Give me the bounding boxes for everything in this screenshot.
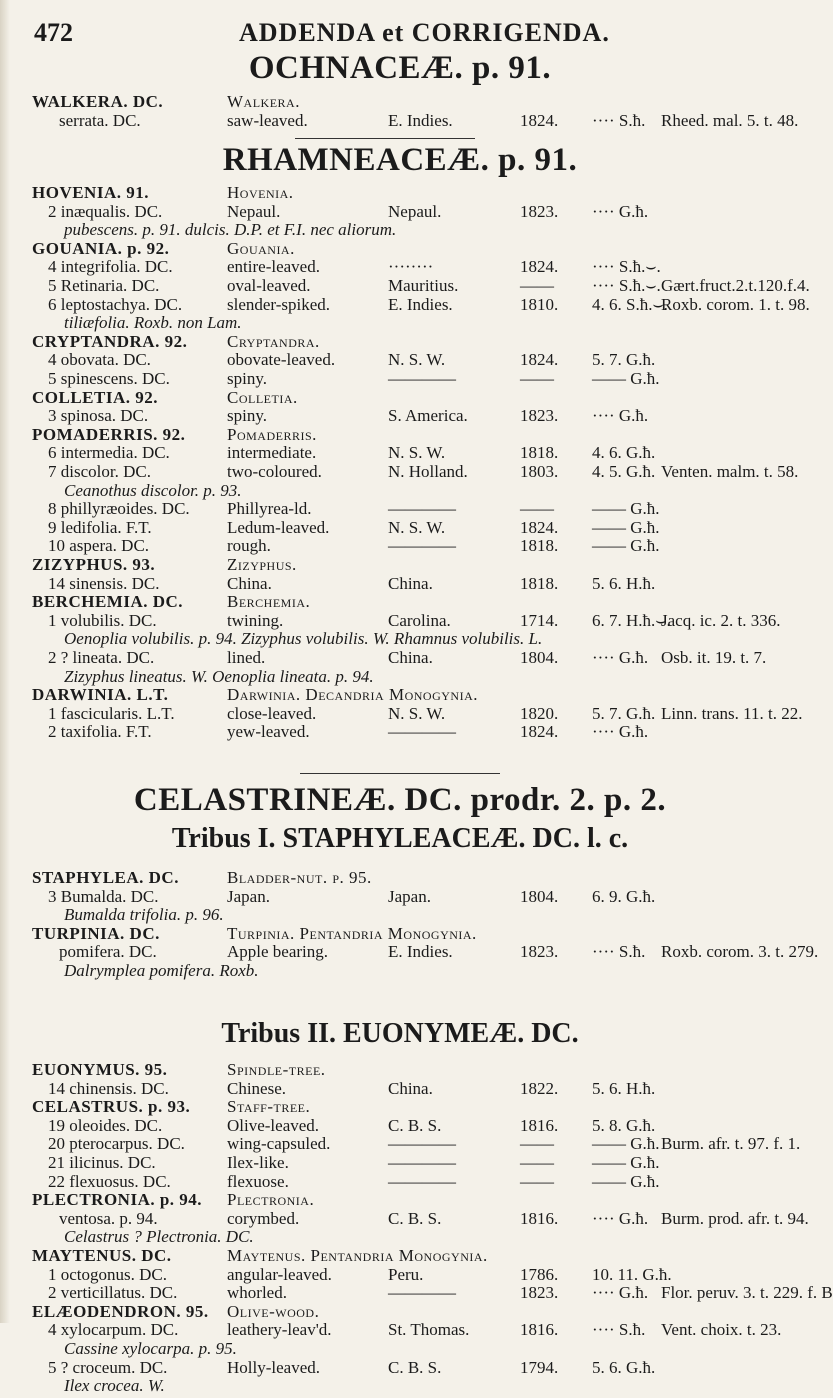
species-name: ventosa. p. 94. xyxy=(59,1208,158,1228)
running-head xyxy=(34,16,776,50)
page-number: 472 xyxy=(34,18,73,47)
native-country: C. B. S. xyxy=(388,1115,442,1135)
english-name: China. xyxy=(227,573,272,593)
synonym-row xyxy=(0,961,800,983)
species-name: 2 ? lineata. DC. xyxy=(48,648,155,667)
native-country: E. Indies. xyxy=(388,942,453,962)
native-country: ———— xyxy=(388,1134,456,1154)
english-name: Holly-leaved. xyxy=(227,1357,320,1377)
year-introduced: —— xyxy=(520,276,554,295)
english-name: yew-leaved. xyxy=(227,722,310,742)
genus-english-name: Walkera. xyxy=(227,92,300,111)
native-country: China. xyxy=(388,648,433,667)
native-country: S. America. xyxy=(388,406,468,426)
synonym-note: Ilex crocea. W. xyxy=(64,1376,165,1396)
synonym-note: tiliæfolia. Roxb. non Lam. xyxy=(64,313,242,333)
species-name: 10 aspera. DC. xyxy=(48,536,150,556)
year-introduced: 1823. xyxy=(520,201,559,221)
flowering-habit: —— G.ħ. xyxy=(592,499,660,519)
native-country: Mauritius. xyxy=(388,276,459,295)
native-country: ———— xyxy=(388,722,456,742)
native-country: ———— xyxy=(388,536,456,556)
year-introduced: 1818. xyxy=(520,536,559,556)
year-introduced: 1818. xyxy=(520,443,559,463)
species-name: 5 Retinaria. DC. xyxy=(48,276,160,295)
native-country: Carolina. xyxy=(388,610,451,630)
figure-reference: Flor. peruv. 3. t. 229. f. B xyxy=(661,1283,833,1303)
english-name: slender-spiked. xyxy=(227,294,331,314)
english-name: Ledum-leaved. xyxy=(227,517,330,537)
species-name: 3 Bumalda. DC. xyxy=(48,886,159,906)
species-name: 8 phillyræoides. DC. xyxy=(48,499,190,519)
genus-name: PLECTRONIA. p. 94. xyxy=(32,1190,203,1210)
flowering-habit: ···· G.ħ. xyxy=(592,1283,649,1303)
year-introduced: 1804. xyxy=(520,648,559,667)
english-name: Olive-leaved. xyxy=(227,1115,320,1135)
flowering-habit: 6. 9. G.ħ. xyxy=(592,886,656,906)
year-introduced: 1824. xyxy=(520,722,559,742)
species-name: 5 spinescens. DC. xyxy=(48,369,170,388)
synonym-note: Oenoplia volubilis. p. 94. Zizyphus volubilis. W. Rhamnus volubilis. L. xyxy=(64,629,543,649)
synonym-note: pubescens. p. 91. dulcis. D.P. et F.I. nec aliorum. xyxy=(64,220,397,240)
running-title: ADDENDA et CORRIGENDA. xyxy=(239,18,610,47)
year-introduced: —— xyxy=(520,499,554,519)
section-divider xyxy=(295,138,475,139)
flowering-habit: 6. 7. H.ħ.⌣. xyxy=(592,610,671,630)
english-name: oval-leaved. xyxy=(227,276,311,295)
species-row xyxy=(0,722,800,744)
species-row xyxy=(0,111,800,133)
native-country: China. xyxy=(388,1078,433,1098)
flowering-habit: 5. 8. G.ħ. xyxy=(592,1115,656,1135)
genus-name: CELASTRUS. p. 93. xyxy=(32,1097,191,1117)
native-country: E. Indies. xyxy=(388,110,453,130)
figure-reference: Rheed. mal. 5. t. 48. xyxy=(661,110,799,130)
figure-reference: Gært.fruct.2.t.120.f.4. xyxy=(661,276,810,295)
genus-english-name: Pomaderris. xyxy=(227,424,317,444)
english-name: intermediate. xyxy=(227,443,317,463)
genus-english-name: Colletia. xyxy=(227,387,298,407)
species-name: 22 flexuosus. DC. xyxy=(48,1171,171,1191)
flowering-habit: 5. 6. G.ħ. xyxy=(592,1357,656,1377)
english-name: Ilex-like. xyxy=(227,1153,289,1172)
year-introduced: 1822. xyxy=(520,1078,559,1098)
native-country: Japan. xyxy=(388,886,431,906)
flowering-habit: 5. 6. H.ħ. xyxy=(592,573,656,593)
figure-reference: Roxb. corom. 3. t. 279. xyxy=(661,942,819,962)
flowering-habit: ···· S.ħ.⌣. xyxy=(592,257,661,277)
native-country: N. S. W. xyxy=(388,703,446,723)
synonym-note: Bumalda trifolia. p. 96. xyxy=(64,905,224,925)
flowering-habit: 4. 5. G.ħ. xyxy=(592,462,656,481)
english-name: wing-capsuled. xyxy=(227,1134,331,1154)
section-divider xyxy=(300,773,500,774)
native-country: C. B. S. xyxy=(388,1357,442,1377)
native-country: C. B. S. xyxy=(388,1208,442,1228)
genus-english-name: Gouania. xyxy=(227,238,295,258)
english-name: two-coloured. xyxy=(227,462,322,481)
species-name: 5 ? croceum. DC. xyxy=(48,1357,168,1377)
english-name: whorled. xyxy=(227,1283,287,1303)
species-name: 3 spinosa. DC. xyxy=(48,406,149,426)
native-country: ———— xyxy=(388,499,456,519)
english-name: close-leaved. xyxy=(227,703,317,723)
year-introduced: 1818. xyxy=(520,573,559,593)
native-country: ········ xyxy=(388,257,434,277)
section-title-celastrineae: CELASTRINEÆ. DC. prodr. 2. p. 2. xyxy=(133,782,667,818)
genus-english-name: Maytenus. Pentandria Monogynia. xyxy=(227,1246,488,1265)
flowering-habit: 10. 11. G.ħ. xyxy=(592,1264,672,1284)
genus-name: CRYPTANDRA. 92. xyxy=(32,331,188,351)
figure-reference: Linn. trans. 11. t. 22. xyxy=(661,703,803,723)
native-country: ———— xyxy=(388,1153,456,1172)
species-name: serrata. DC. xyxy=(59,110,141,130)
year-introduced: 1714. xyxy=(520,610,559,630)
figure-reference: Burm. prod. afr. t. 94. xyxy=(661,1208,809,1228)
english-name: flexuose. xyxy=(227,1171,289,1191)
species-name: 2 taxifolia. F.T. xyxy=(48,722,152,742)
flowering-habit: ···· S.ħ. xyxy=(592,942,646,962)
species-name: 20 pterocarpus. DC. xyxy=(48,1134,185,1154)
tribe-title-euonymeae: Tribus II. EUONYMEÆ. DC. xyxy=(221,1018,579,1049)
genus-name: ELÆODENDRON. 95. xyxy=(32,1301,209,1321)
year-introduced: 1804. xyxy=(520,886,559,906)
year-introduced: —— xyxy=(520,1153,554,1172)
genus-english-name: Turpinia. Pentandria Monogynia. xyxy=(227,923,477,943)
genus-english-name: Plectronia. xyxy=(227,1190,315,1210)
english-name: rough. xyxy=(227,536,271,556)
species-name: 21 ilicinus. DC. xyxy=(48,1153,156,1172)
flowering-habit: ···· S.ħ. xyxy=(592,110,646,130)
english-name: corymbed. xyxy=(227,1208,300,1228)
year-introduced: 1810. xyxy=(520,294,559,314)
year-introduced: 1786. xyxy=(520,1264,559,1284)
synonym-note: Celastrus ? Plectronia. DC. xyxy=(64,1227,254,1247)
genus-name: GOUANIA. p. 92. xyxy=(32,238,170,258)
flowering-habit: —— G.ħ. xyxy=(592,1153,660,1172)
year-introduced: 1824. xyxy=(520,517,559,537)
synonym-note: Dalrymplea pomifera. Roxb. xyxy=(64,961,259,980)
species-name: 4 xylocarpum. DC. xyxy=(48,1320,179,1340)
year-introduced: 1823. xyxy=(520,1283,559,1303)
english-name: Apple bearing. xyxy=(227,942,329,962)
flowering-habit: 5. 7. G.ħ. xyxy=(592,350,656,370)
flowering-habit: ···· G.ħ. xyxy=(592,1208,649,1228)
genus-english-name: Spindle-tree. xyxy=(227,1060,326,1079)
native-country: ———— xyxy=(388,1283,456,1303)
flowering-habit: —— G.ħ. xyxy=(592,536,660,556)
english-name: spiny. xyxy=(227,406,267,426)
section-title-ochnaceae: OCHNACEÆ. p. 91. xyxy=(248,50,552,86)
english-name: Phillyrea-ld. xyxy=(227,499,312,519)
english-name: Nepaul. xyxy=(227,201,281,221)
genus-name: TURPINIA. DC. xyxy=(32,923,160,943)
year-introduced: 1816. xyxy=(520,1320,559,1340)
native-country: N. S. W. xyxy=(388,350,446,370)
genus-name: WALKERA. DC. xyxy=(32,92,164,111)
genus-english-name: Olive-wood. xyxy=(227,1301,320,1321)
year-introduced: 1816. xyxy=(520,1208,559,1228)
genus-english-name: Darwinia. Decandria Monogynia. xyxy=(227,685,478,705)
genus-english-name: Bladder-nut. p. 95. xyxy=(227,868,372,887)
year-introduced: 1824. xyxy=(520,257,559,277)
species-name: 19 oleoides. DC. xyxy=(48,1115,163,1135)
year-introduced: 1823. xyxy=(520,942,559,962)
flowering-habit: —— G.ħ. xyxy=(592,369,660,388)
synonym-note: Cassine xylocarpa. p. 95. xyxy=(64,1339,237,1358)
species-name: 1 fascicularis. L.T. xyxy=(48,703,175,723)
species-name: 4 integrifolia. DC. xyxy=(48,257,173,277)
genus-english-name: Berchemia. xyxy=(227,592,311,612)
genus-english-name: Staff-tree. xyxy=(227,1097,311,1117)
english-name: angular-leaved. xyxy=(227,1264,332,1284)
native-country: N. Holland. xyxy=(388,462,468,481)
english-name: obovate-leaved. xyxy=(227,350,336,370)
tribe-title-staphyleaceae: Tribus I. STAPHYLEACEÆ. DC. l. c. xyxy=(171,823,629,854)
flowering-habit: 5. 7. G.ħ. xyxy=(592,703,656,723)
flowering-habit: ···· G.ħ. xyxy=(592,201,649,221)
flowering-habit: 4. 6. S.ħ.⌣. xyxy=(592,294,668,314)
year-introduced: 1803. xyxy=(520,462,559,481)
figure-reference: Vent. choix. t. 23. xyxy=(661,1320,782,1340)
figure-reference: Roxb. corom. 1. t. 98. xyxy=(661,294,810,314)
flowering-habit: —— G.ħ. xyxy=(592,517,660,537)
year-introduced: —— xyxy=(520,1171,554,1191)
species-name: 1 volubilis. DC. xyxy=(48,610,157,630)
english-name: entire-leaved. xyxy=(227,257,320,277)
native-country: N. S. W. xyxy=(388,443,446,463)
year-introduced: 1794. xyxy=(520,1357,559,1377)
year-introduced: 1823. xyxy=(520,406,559,426)
flowering-habit: ···· S.ħ. xyxy=(592,1320,646,1340)
species-name: pomifera. DC. xyxy=(59,942,157,962)
flowering-habit: 4. 6. G.ħ. xyxy=(592,443,656,463)
year-introduced: —— xyxy=(520,369,554,388)
figure-reference: Venten. malm. t. 58. xyxy=(661,462,799,481)
figure-reference: Osb. it. 19. t. 7. xyxy=(661,648,767,667)
genus-english-name: Zizyphus. xyxy=(227,555,297,574)
year-introduced: 1816. xyxy=(520,1115,559,1135)
flowering-habit: ···· G.ħ. xyxy=(592,406,649,426)
english-name: leathery-leav'd. xyxy=(227,1320,332,1340)
native-country: St. Thomas. xyxy=(388,1320,470,1340)
genus-english-name: Cryptandra. xyxy=(227,331,320,351)
flowering-habit: —— G.ħ. xyxy=(592,1134,660,1154)
native-country: China. xyxy=(388,573,433,593)
genus-name: POMADERRIS. 92. xyxy=(32,424,186,444)
english-name: saw-leaved. xyxy=(227,110,308,130)
flowering-habit: ···· G.ħ. xyxy=(592,722,649,742)
year-introduced: 1820. xyxy=(520,703,559,723)
species-name: 14 chinensis. DC. xyxy=(48,1078,169,1098)
genus-name: ZIZYPHUS. 93. xyxy=(32,555,156,574)
native-country: Peru. xyxy=(388,1264,424,1284)
genus-name: COLLETIA. 92. xyxy=(32,387,158,407)
species-name: 6 intermedia. DC. xyxy=(48,443,170,463)
flowering-habit: 5. 6. H.ħ. xyxy=(592,1078,656,1098)
native-country: Nepaul. xyxy=(388,201,442,221)
year-introduced: 1824. xyxy=(520,350,559,370)
synonym-note: Zizyphus lineatus. W. Oenoplia lineata. p. 94. xyxy=(64,666,374,686)
section-title-rhamneaceae: RHAMNEACEÆ. p. 91. xyxy=(222,142,578,178)
genus-name: STAPHYLEA. DC. xyxy=(32,868,179,887)
genus-name: HOVENIA. 91. xyxy=(32,183,149,202)
native-country: ———— xyxy=(388,369,456,388)
flowering-habit: ···· G.ħ. xyxy=(592,648,649,667)
english-name: twining. xyxy=(227,610,284,630)
english-name: lined. xyxy=(227,648,266,667)
genus-name: MAYTENUS. DC. xyxy=(32,1246,172,1265)
species-name: 14 sinensis. DC. xyxy=(48,573,160,593)
flowering-habit: —— G.ħ. xyxy=(592,1171,660,1191)
species-name: 4 obovata. DC. xyxy=(48,350,151,370)
genus-name: DARWINIA. L.T. xyxy=(32,685,169,705)
english-name: spiny. xyxy=(227,369,267,388)
year-introduced: 1824. xyxy=(520,110,559,130)
native-country: ———— xyxy=(388,1171,456,1191)
species-name: 6 leptostachya. DC. xyxy=(48,294,183,314)
species-name: 2 inæqualis. DC. xyxy=(48,201,163,221)
synonym-row xyxy=(0,1376,800,1398)
genus-name: EUONYMUS. 95. xyxy=(32,1060,168,1079)
synonym-note: Ceanothus discolor. p. 93. xyxy=(64,480,242,500)
english-name: Chinese. xyxy=(227,1078,287,1098)
flowering-habit: ···· S.ħ.⌣. xyxy=(592,276,661,295)
species-name: 7 discolor. DC. xyxy=(48,462,151,481)
figure-reference: Jacq. ic. 2. t. 336. xyxy=(661,610,781,630)
species-name: 1 octogonus. DC. xyxy=(48,1264,167,1284)
english-name: Japan. xyxy=(227,886,270,906)
native-country: E. Indies. xyxy=(388,294,453,314)
native-country: N. S. W. xyxy=(388,517,446,537)
species-name: 2 verticillatus. DC. xyxy=(48,1283,178,1303)
year-introduced: —— xyxy=(520,1134,554,1154)
species-name: 9 ledifolia. F.T. xyxy=(48,517,152,537)
genus-name: BERCHEMIA. DC. xyxy=(32,592,184,612)
figure-reference: Burm. afr. t. 97. f. 1. xyxy=(661,1134,801,1154)
genus-english-name: Hovenia. xyxy=(227,183,294,202)
